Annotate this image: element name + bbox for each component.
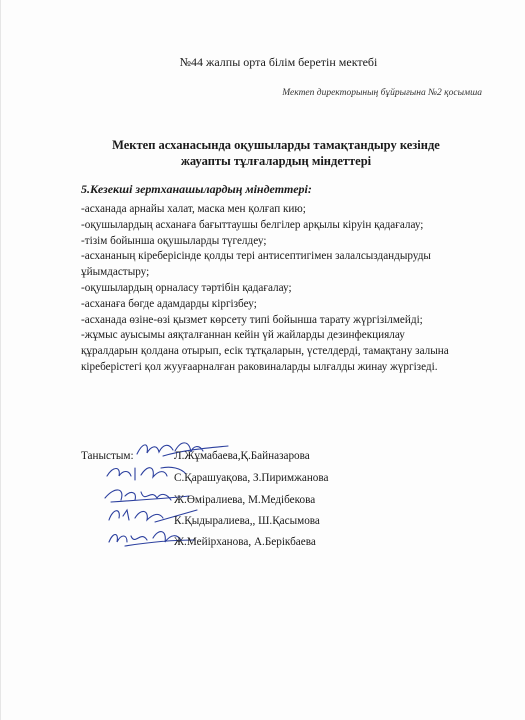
duty-line: -оқушылардың орналасу тәртібін қадағалау; <box>81 281 292 294</box>
duty-line: -асхананың кіреберісінде қолды тері антисептигімен залалсыздандыруды <box>81 250 431 263</box>
duty-line: -асханада өзіне-өзі қызмет көрсету типі бойынша тарату жүргізілмейді; <box>81 313 423 326</box>
section-heading: 5.Кезекші зертханашылардың міндеттері: <box>81 182 312 196</box>
duty-line: -оқушылардың асханаға бағыттаушы белгілер арқылы кіруін қадағалау; <box>81 218 424 231</box>
signatory-line-1: Л.Жұмабаева,Қ.Байназарова <box>174 450 310 462</box>
title-line-1: Мектеп асханасында оқушыларды тамақтандыру кезінде <box>112 138 440 152</box>
duties-list <box>81 202 491 376</box>
signatory-line-5: Ж.Мейірханова, А.Берікбаева <box>174 536 316 548</box>
title-line-2: жауапты тұлғалардың міндеттері <box>180 154 372 168</box>
duty-line: кіреберістегі қол жууғаарналған раковиналарды ылғалды жинау жүргізеді. <box>81 360 438 373</box>
signatory-line-2: С.Қарашуақова, З.Пиримжанова <box>174 472 329 484</box>
document-title <box>1 137 525 169</box>
duty-line: -асханада арнайы халат, маска мен қолғап кию; <box>81 203 306 215</box>
school-name: №44 жалпы орта білім беретін мектебі <box>179 55 378 69</box>
acknowledged-label: Таныстым: <box>81 450 134 462</box>
signatory-line-3: Ж.Өміралиева, М.Медібекова <box>174 494 316 506</box>
duty-line: -жұмыс ауысымы аяқталғаннан кейін үй жайларды дезинфекциялау <box>81 329 405 342</box>
signature-block <box>81 440 411 550</box>
duty-line: ұйымдастыру; <box>81 266 150 279</box>
duty-line: -асханаға бөгде адамдарды кіргізбеу; <box>81 297 257 310</box>
appendix-note: Мектеп директорының бұйрығына №2 қосымша <box>282 88 482 98</box>
duty-line: құралдарын қолдана отырып, есік тұтқаларын, үстелдерді, тамақтану залына <box>81 345 449 358</box>
duty-line: -тізім бойынша оқушыларды түгелдеу; <box>81 234 267 247</box>
signatory-line-4: К.Қыдыралиева,, Ш.Қасымова <box>174 515 320 527</box>
